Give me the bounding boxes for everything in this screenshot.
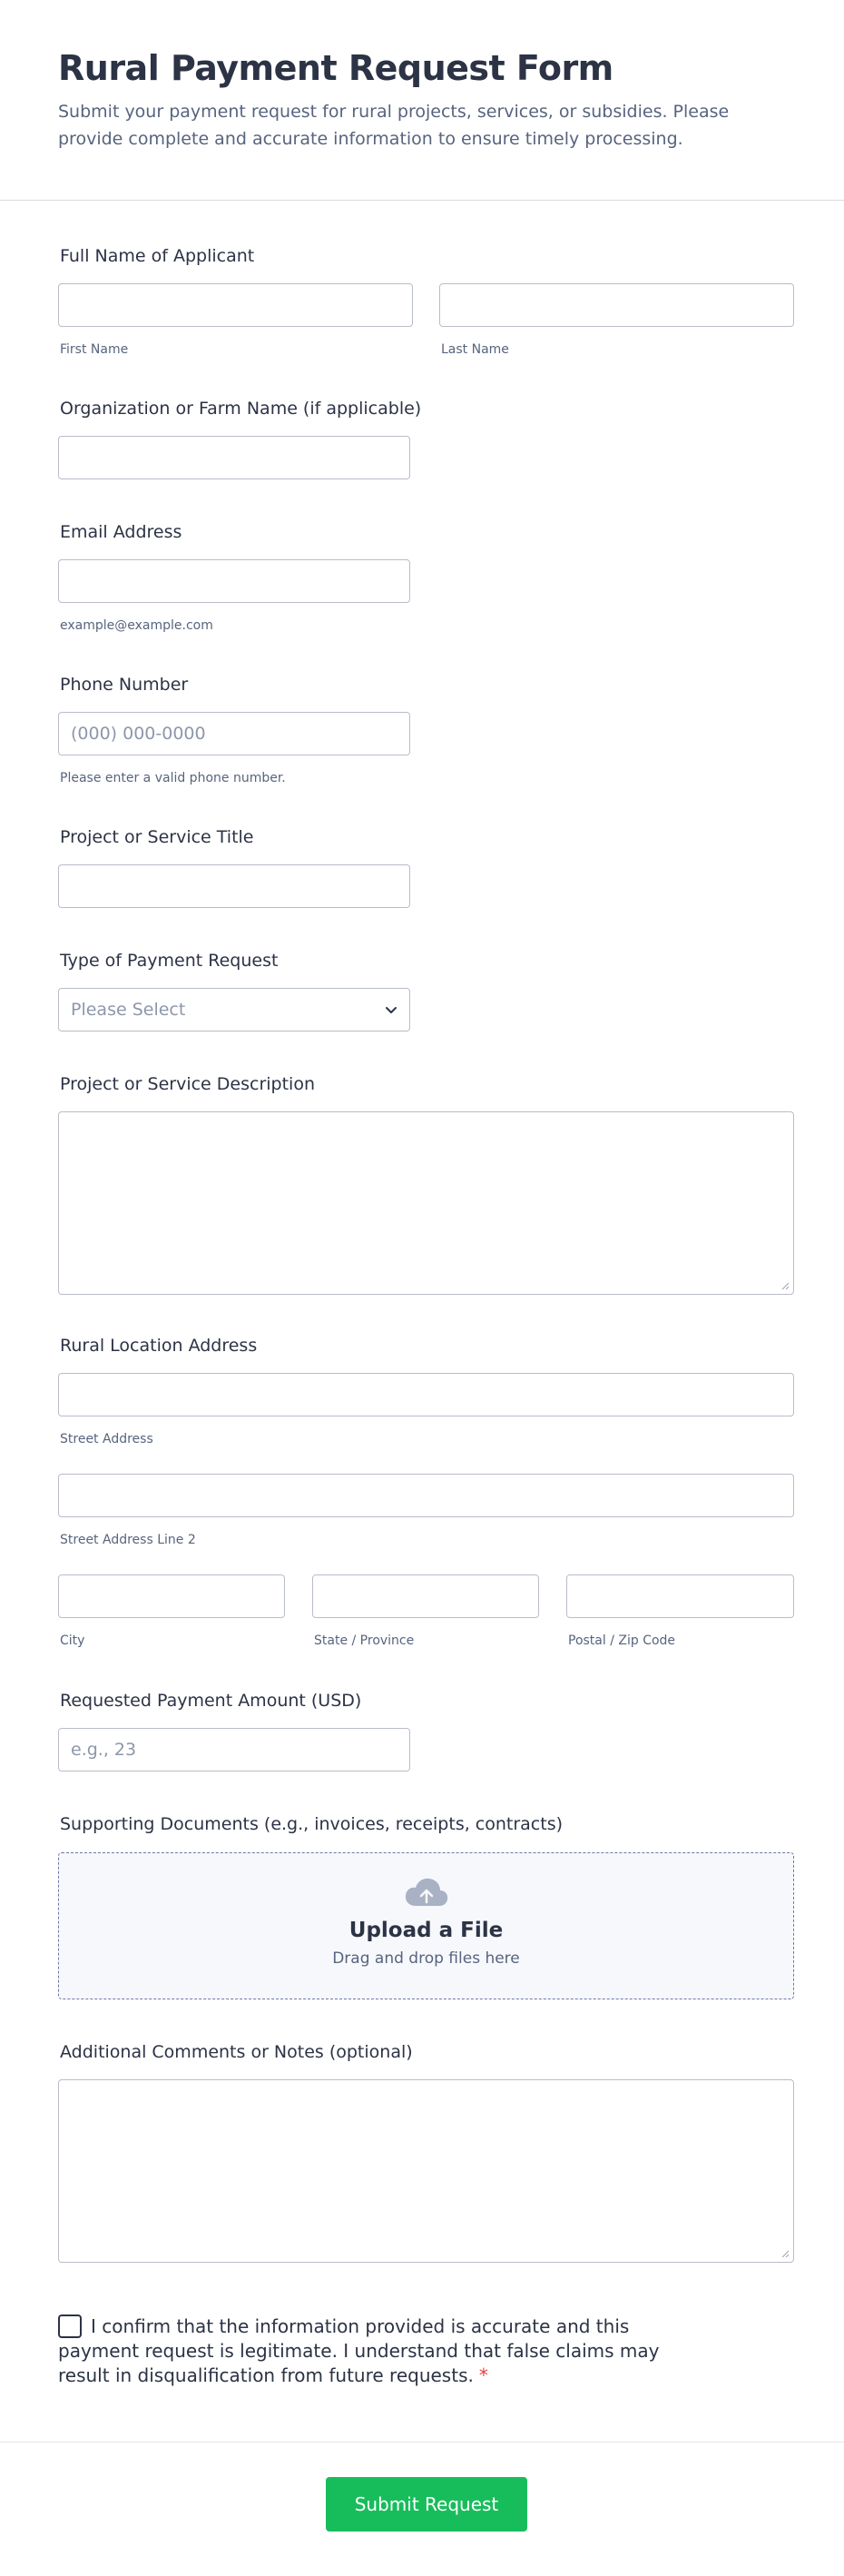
full-name-label: Full Name of Applicant (60, 246, 255, 266)
comments-textarea[interactable] (58, 2079, 794, 2263)
state-sublabel: State / Province (314, 1633, 415, 1648)
documents-label: Supporting Documents (e.g., invoices, receipts, contracts) (60, 1814, 564, 1834)
project-title-input[interactable] (58, 864, 410, 908)
payment-type-label: Type of Payment Request (60, 951, 279, 971)
phone-label: Phone Number (60, 675, 189, 695)
form-footer (0, 2442, 844, 2576)
comments-label: Additional Comments or Notes (optional) (60, 2042, 413, 2062)
amount-input[interactable] (58, 1728, 410, 1772)
city-input[interactable] (58, 1574, 285, 1618)
organization-label: Organization or Farm Name (if applicable) (60, 399, 422, 419)
submit-button[interactable]: Submit Request (326, 2477, 527, 2532)
first-name-input[interactable] (58, 283, 413, 327)
file-upload-dropzone[interactable] (58, 1852, 794, 1999)
resize-grip-icon[interactable] (781, 2250, 789, 2257)
description-textarea[interactable] (58, 1111, 794, 1295)
page-title: Rural Payment Request Form (58, 48, 613, 88)
zip-input[interactable] (566, 1574, 794, 1618)
amount-label: Requested Payment Amount (USD) (60, 1691, 362, 1711)
resize-grip-icon[interactable] (781, 1282, 789, 1289)
phone-input[interactable] (58, 712, 410, 755)
address-label: Rural Location Address (60, 1336, 258, 1356)
street-address-input[interactable] (58, 1373, 794, 1416)
email-input[interactable] (58, 559, 410, 603)
city-sublabel: City (60, 1633, 85, 1648)
full-name-field (58, 245, 254, 267)
first-name-sublabel: First Name (60, 342, 129, 357)
chevron-down-icon (385, 1003, 397, 1016)
page-subtitle: Submit your payment request for rural projects, services, or subsidies. Please provide complete and accurate information to ensure timely processing. (58, 102, 730, 149)
last-name-input[interactable] (439, 283, 794, 327)
email-sublabel: example@example.com (60, 618, 213, 633)
street-address-2-input[interactable] (58, 1474, 794, 1517)
zip-sublabel: Postal / Zip Code (568, 1633, 676, 1648)
state-input[interactable] (312, 1574, 539, 1618)
street-address-2-sublabel: Street Address Line 2 (60, 1533, 196, 1547)
email-label: Email Address (60, 522, 182, 542)
form-header (0, 0, 844, 201)
required-mark: * (478, 2364, 488, 2386)
upload-title: Upload a File (348, 1919, 504, 1942)
confirm-text: I confirm that the information provided is accurate and this payment request is legitimate. I understand that false claims may result in disqualification from future requests. (58, 2315, 660, 2386)
cloud-upload-icon (403, 1875, 450, 1911)
confirm-checkbox[interactable] (58, 2314, 82, 2338)
confirm-field (58, 2314, 693, 2388)
phone-sublabel: Please enter a valid phone number. (60, 771, 286, 785)
payment-type-selected: Please Select (71, 1000, 186, 1020)
project-title-label: Project or Service Title (60, 827, 254, 847)
upload-subtitle: Drag and drop files here (332, 1949, 520, 1968)
last-name-sublabel: Last Name (441, 342, 509, 357)
organization-input[interactable] (58, 436, 410, 479)
description-label: Project or Service Description (60, 1074, 315, 1094)
street-address-sublabel: Street Address (60, 1432, 153, 1446)
payment-type-select[interactable] (58, 988, 410, 1031)
